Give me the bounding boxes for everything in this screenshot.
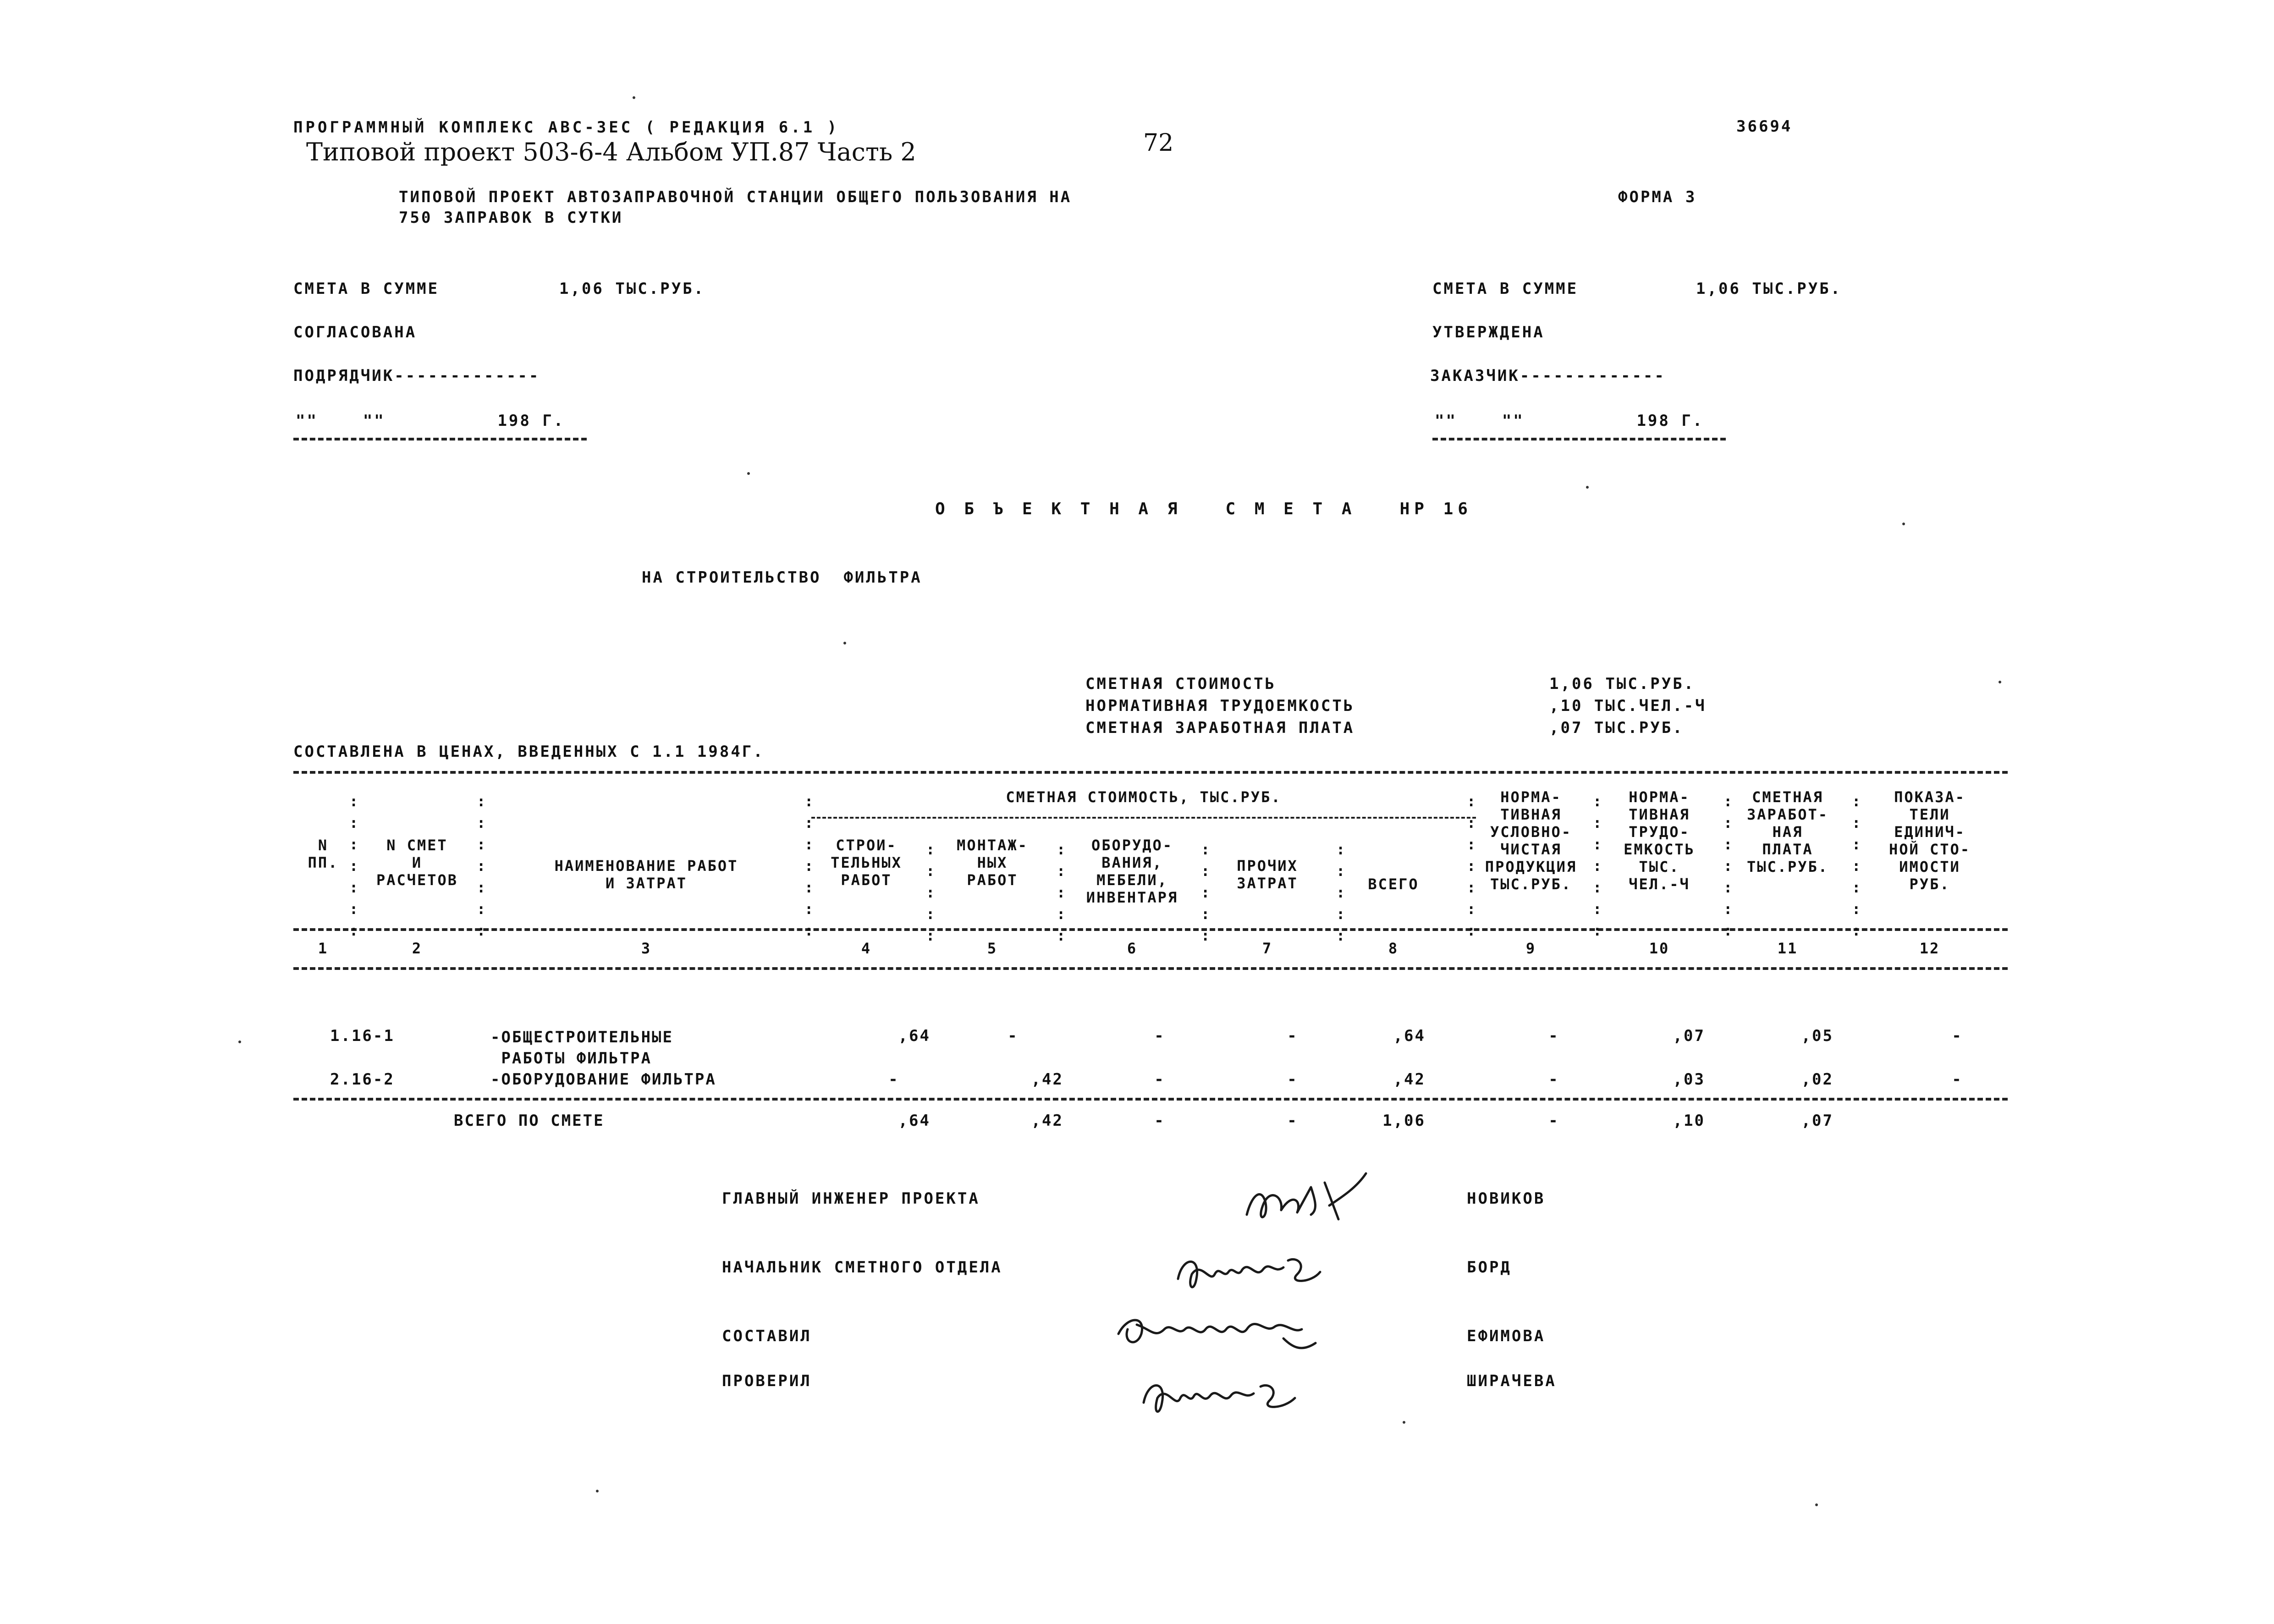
row-2-c6: - (1154, 1070, 1165, 1089)
table-top-rule (293, 771, 2008, 774)
row-2-code: 2.16-2 (330, 1070, 395, 1089)
row-2-c7: - (1287, 1070, 1298, 1089)
row-2-c12: - (1952, 1070, 1963, 1089)
project-title-line1: ТИПОВОЙ ПРОЕКТ АВТОЗАПРАВОЧНОЙ СТАНЦИИ ОБЩЕГО ПОЛЬЗОВАНИЯ НА (399, 188, 1072, 206)
prices-note: СОСТАВЛЕНА В ЦЕНАХ, ВВЕДЕННЫХ С 1.1 1984Г. (293, 743, 765, 761)
handwritten-signature (1173, 1247, 1338, 1302)
col-separator: : : : : : : : (349, 793, 358, 939)
col-separator: : : : : : : : (1852, 793, 1861, 939)
row-1-c12: - (1952, 1027, 1963, 1045)
page-number: 72 (1143, 129, 1174, 157)
scan-speck (1902, 523, 1905, 525)
col-separator: : : : : : : : (477, 793, 486, 939)
doc-number: 36694 (1736, 117, 1793, 136)
row-1-code: 1.16-1 (330, 1027, 395, 1045)
row-1-c10: ,07 (1673, 1027, 1705, 1045)
col-num-3: 3 (641, 940, 652, 957)
program-line: ПРОГРАММНЫЙ КОМПЛЕКС АВС-3ЕС ( РЕДАКЦИЯ 6.1 ) (293, 118, 840, 137)
row-2-c5: ,42 (1031, 1070, 1063, 1089)
left-sum-value: 1,06 ТЫС.РУБ. (559, 280, 705, 298)
group-header-cost: СМЕТНАЯ СТОИМОСТЬ, ТЫС.РУБ. (1006, 788, 1282, 806)
summary-value-wages: ,07 ТЫС.РУБ. (1549, 719, 1684, 737)
right-sum-label: СМЕТА В СУММЕ (1432, 280, 1579, 298)
right-date: "" "" 198 Г. (1435, 412, 1704, 430)
signature-name-compiled: ЕФИМОВА (1467, 1327, 1546, 1345)
right-party: ЗАКАЗЧИК------------- (1430, 367, 1666, 385)
col-header-6: ОБОРУДО- ВАНИЯ, МЕБЕЛИ, ИНВЕНТАРЯ (1086, 837, 1178, 906)
form-label: ФОРМА 3 (1618, 188, 1697, 206)
col-num-9: 9 (1525, 940, 1536, 957)
total-c6: - (1154, 1112, 1165, 1130)
handwritten-signature (1238, 1169, 1393, 1242)
col-num-4: 4 (861, 940, 872, 957)
project-title-line2: 750 ЗАПРАВОК В СУТКИ (399, 209, 623, 227)
summary-label-labor: НОРМАТИВНАЯ ТРУДОЕМКОСТЬ (1085, 697, 1355, 715)
row-1-c9: - (1548, 1027, 1559, 1045)
signature-role-checked: ПРОВЕРИЛ (722, 1372, 812, 1390)
col-separator: : : : : : : : (1723, 793, 1733, 939)
right-status: УТВЕРЖДЕНА (1432, 323, 1545, 341)
total-c8: 1,06 (1382, 1112, 1426, 1130)
col-separator: : : : : : (1336, 841, 1345, 944)
col-header-9: НОРМА- ТИВНАЯ УСЛОВНО- ЧИСТАЯ ПРОДУКЦИЯ ТЫС.РУБ. (1485, 788, 1577, 893)
col-header-12: ПОКАЗА- ТЕЛИ ЕДИНИЧ- НОЙ СТО- ИМОСТИ РУБ. (1889, 788, 1971, 893)
row-1-c11: ,05 (1801, 1027, 1834, 1045)
col-num-7: 7 (1262, 940, 1273, 957)
col-header-10: НОРМА- ТИВНАЯ ТРУДО- ЕМКОСТЬ ТЫС. ЧЕЛ.-Ч (1624, 788, 1695, 893)
col-num-6: 6 (1127, 940, 1138, 957)
total-c5: ,42 (1031, 1112, 1063, 1130)
document-subject: НА СТРОИТЕЛЬСТВО ФИЛЬТРА (642, 568, 922, 587)
row-1-c7: - (1287, 1027, 1298, 1045)
left-party: ПОДРЯДЧИК------------- (293, 367, 540, 385)
group-header-rule (811, 817, 1476, 819)
row-2-c8: ,42 (1393, 1070, 1426, 1089)
total-c11: ,07 (1801, 1112, 1834, 1130)
col-header-11: СМЕТНАЯ ЗАРАБОТ- НАЯ ПЛАТА ТЫС.РУБ. (1746, 788, 1829, 875)
row-1-c8: ,64 (1393, 1027, 1426, 1045)
right-sum-value: 1,06 ТЫС.РУБ. (1696, 280, 1842, 298)
scan-speck (238, 1040, 241, 1043)
row-2-c4: - (888, 1070, 899, 1089)
col-num-11: 11 (1777, 940, 1798, 957)
signature-role-compiled: СОСТАВИЛ (722, 1327, 812, 1345)
col-header-7: ПРОЧИХ ЗАТРАТ (1237, 857, 1298, 892)
summary-value-cost: 1,06 ТЫС.РУБ. (1549, 675, 1696, 693)
scan-speck (633, 96, 635, 99)
col-num-10: 10 (1649, 940, 1670, 957)
col-num-12: 12 (1919, 940, 1940, 957)
handwritten-signature (1109, 1306, 1325, 1366)
signature-role-estimate-head: НАЧАЛЬНИК СМЕТНОГО ОТДЕЛА (722, 1258, 1002, 1277)
row-2-name: -ОБОРУДОВАНИЕ ФИЛЬТРА (490, 1070, 716, 1089)
col-header-2: N СМЕТ И РАСЧЕТОВ (376, 837, 458, 889)
row-1-name: -ОБЩЕСТРОИТЕЛЬНЫЕ РАБОТЫ ФИЛЬТРА (490, 1028, 673, 1068)
scan-speck (1815, 1503, 1818, 1506)
right-date-rule (1432, 438, 1726, 440)
scan-speck (1403, 1421, 1405, 1424)
handwritten-signature (1137, 1371, 1311, 1430)
col-separator: : : : : : (1201, 841, 1210, 944)
col-separator: : : : : : : : (1593, 793, 1602, 939)
summary-value-labor: ,10 ТЫС.ЧЕЛ.-Ч (1549, 697, 1707, 715)
scan-speck (596, 1490, 599, 1492)
numbers-bottom-rule (293, 967, 2008, 970)
col-header-3: НАИМЕНОВАНИЕ РАБОТ И ЗАТРАТ (554, 857, 738, 892)
total-label: ВСЕГО ПО СМЕТЕ (454, 1112, 605, 1130)
header-bottom-rule (293, 928, 2008, 931)
left-date: "" "" 198 Г. (296, 412, 565, 430)
scan-speck (747, 472, 750, 475)
scan-speck (1586, 486, 1589, 489)
left-date-rule (293, 438, 587, 440)
document-title: О Б Ъ Е К Т Н А Я С М Е Т А НР 16 (935, 500, 1472, 518)
total-c9: - (1548, 1112, 1559, 1130)
col-separator: : : : : : (1057, 841, 1066, 944)
signature-name-checked: ШИРАЧЕВА (1467, 1372, 1557, 1390)
col-header-4: СТРОИ- ТЕЛЬНЫХ РАБОТ (831, 837, 902, 889)
total-c10: ,10 (1673, 1112, 1705, 1130)
row-2-c11: ,02 (1801, 1070, 1834, 1089)
col-separator: : : : : : (926, 841, 935, 944)
col-num-1: 1 (318, 940, 329, 957)
summary-label-cost: СМЕТНАЯ СТОИМОСТЬ (1085, 675, 1276, 693)
total-c4: ,64 (898, 1112, 931, 1130)
col-header-8: ВСЕГО (1368, 875, 1419, 893)
row-1-c6: - (1154, 1027, 1165, 1045)
signature-role-chief-engineer: ГЛАВНЫЙ ИНЖЕНЕР ПРОЕКТА (722, 1189, 980, 1208)
signature-name-estimate-head: БОРД (1467, 1258, 1512, 1277)
col-num-5: 5 (987, 940, 998, 957)
summary-label-wages: СМЕТНАЯ ЗАРАБОТНАЯ ПЛАТА (1085, 719, 1355, 737)
row-1-c5: - (1008, 1027, 1019, 1045)
col-num-8: 8 (1388, 940, 1399, 957)
total-c7: - (1287, 1112, 1298, 1130)
row-2-c9: - (1548, 1070, 1559, 1089)
total-top-rule (293, 1098, 2008, 1101)
row-1-c4: ,64 (898, 1027, 931, 1045)
col-header-1: N ПП. (308, 837, 339, 871)
scan-speck (1999, 681, 2001, 683)
signature-name-chief-engineer: НОВИКОВ (1467, 1189, 1546, 1208)
album-line: Типовой проект 503-6-4 Альбом УП.87 Часть 2 (306, 138, 916, 166)
left-status: СОГЛАСОВАНА (293, 323, 417, 341)
scan-speck (843, 642, 846, 644)
left-sum-label: СМЕТА В СУММЕ (293, 280, 440, 298)
col-separator: : : : : : : : (1467, 793, 1476, 939)
col-num-2: 2 (412, 940, 423, 957)
col-header-5: МОНТАЖ- НЫХ РАБОТ (957, 837, 1028, 889)
row-2-c10: ,03 (1673, 1070, 1705, 1089)
col-separator: : : : : : : : (804, 793, 814, 939)
